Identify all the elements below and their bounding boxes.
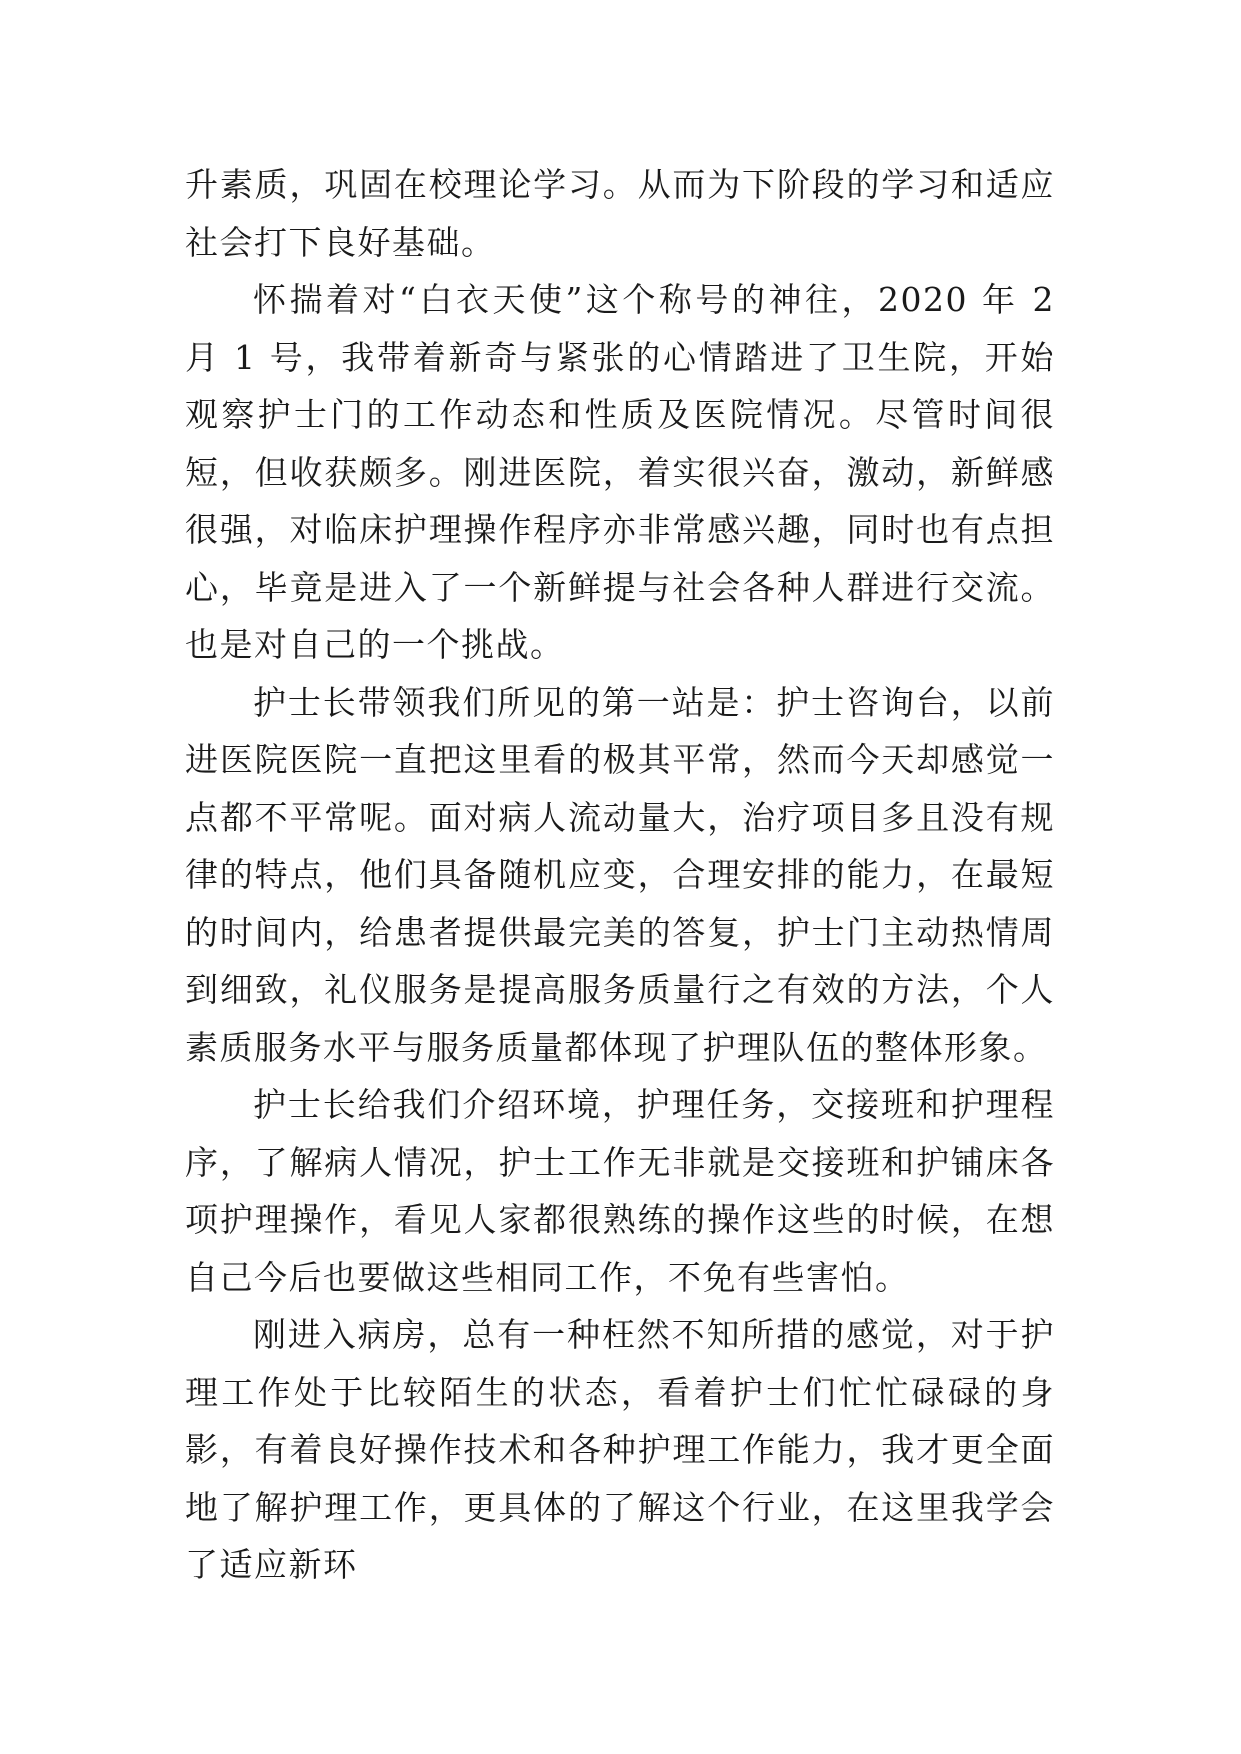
paragraph-continued: 升素质，巩固在校理论学习。从而为下阶段的学习和适应社会打下良好基础。 — [185, 165, 1055, 262]
paragraph-nurse-consultation-desk: 护士长带领我们所见的第一站是：护士咨询台，以前进医院医院一直把这里看的极其平常，然而今天却感觉一点都不平常呢。面对病人流动量大，治疗项目多且没有规律的特点，他们具备随机应变，合理安排的能力，在最短的时间内，给患者提供最完美的答复，护士门主动热情周到细致，礼仪服务是提高服务质量行之有效的方法，个人素质服务水平与服务质量都体现了护理队伍的整体形象。 — [185, 682, 1055, 1067]
document-body — [185, 156, 1055, 1594]
paragraph-head-nurse-introduction: 护士长给我们介绍环境，护理任务，交接班和护理程序，了解病人情况，护士工作无非就是交接班和护铺床各项护理操作，看见人家都很熟练的操作这些的时候，在想自己今后也要做这些相同工作，不免有些害怕。 — [185, 1085, 1055, 1297]
paragraph-entering-ward: 刚进入病房，总有一种枉然不知所措的感觉，对于护理工作处于比较陌生的状态，看着护士们忙忙碌碌的身影，有着良好操作技术和各种护理工作能力，我才更全面地了解护理工作，更具体的了解这个行业，在这里我学会了适应新环 — [185, 1315, 1055, 1584]
paragraph-white-coat-angel: 怀揣着对“白衣天使”这个称号的神往，2020 年 2 月 1 号，我带着新奇与紧张的心情踏进了卫生院，开始观察护士门的工作动态和性质及医院情况。尽管时间很短，但收获颇多。刚进医院，着实很兴奋，激动，新鲜感很强，对临床护理操作程序亦非常感兴趣，同时也有点担心，毕竟是进入了一个新鲜提与社会各种人群进行交流。也是对自己的一个挑战。 — [185, 280, 1055, 664]
